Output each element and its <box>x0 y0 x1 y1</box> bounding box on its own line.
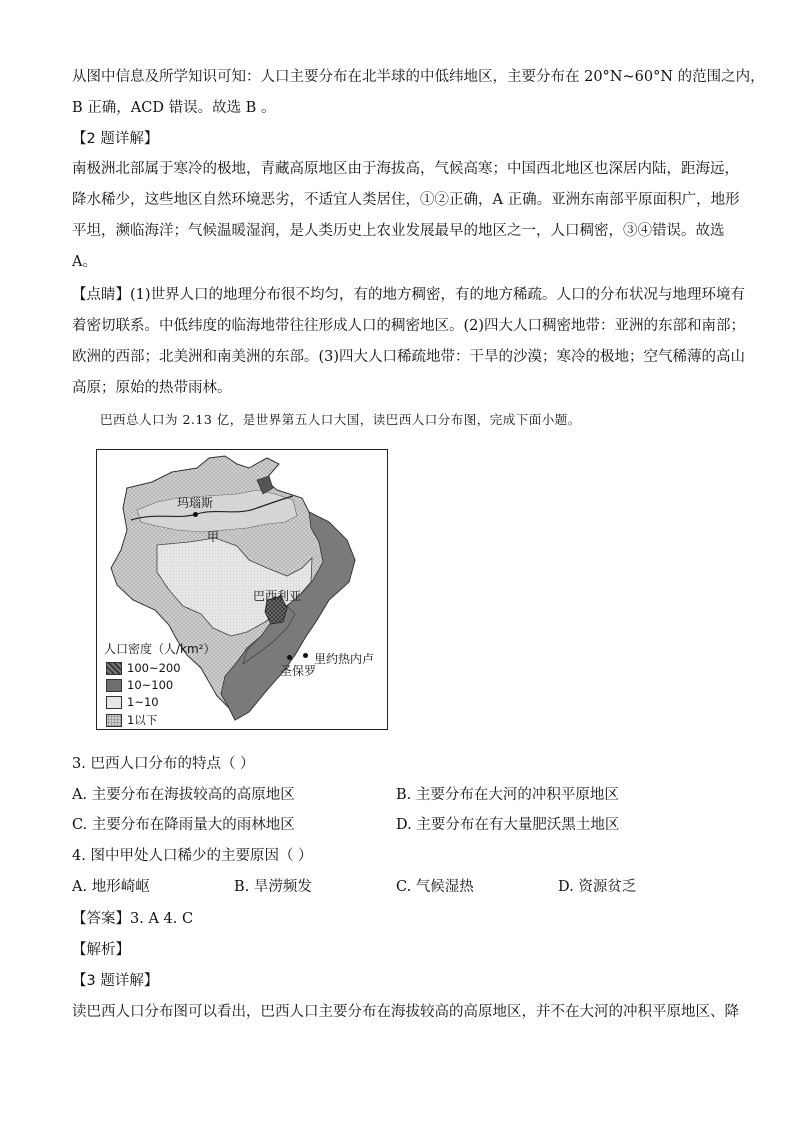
paragraph-line: 着密切联系。中低纬度的临海地带往往形成人口的稠密地区。(2)四大人口稠密地带：亚洲的东部和南部； <box>72 318 746 334</box>
paragraph-line: 高原；原始的热带雨林。 <box>72 380 232 396</box>
label-rio: 里约热内卢 <box>314 652 375 666</box>
section-heading: 【2 题详解】 <box>72 131 159 147</box>
answer-text: 3. A 4. C <box>130 911 194 927</box>
legend-label: 1以下 <box>127 713 158 727</box>
legend-swatch-dense <box>106 662 122 675</box>
paragraph-line: 读巴西人口分布图可以看出，巴西人口主要分布在海拔较高的高原地区，并不在大河的冲积平原地区、降 <box>72 1004 739 1020</box>
analysis-label: 【解析】 <box>72 942 130 958</box>
rio-dot <box>303 653 308 658</box>
q4-option-d: D. 资源贫乏 <box>558 879 637 895</box>
legend-title: 人口密度（人/km²） <box>104 642 216 656</box>
legend-item <box>106 661 181 675</box>
dianjing-label: 【点睛】 <box>72 287 130 303</box>
saopaulo-dot <box>287 655 292 660</box>
question-4-stem: 4. 图中甲处人口稀少的主要原因（ ） <box>72 848 313 864</box>
legend-label: 1~10 <box>127 695 159 709</box>
legend-label: 100~200 <box>127 661 181 675</box>
label-saopaulo: 圣保罗 <box>280 664 317 678</box>
dianjing-text: (1)世界人口的地理分布很不均匀，有的地方稠密，有的地方稀疏。人口的分布状况与地理环境有 <box>130 287 746 303</box>
paragraph-line: 降水稀少，这些地区自然环境恶劣，不适宜人类居住，①②正确，A 正确。亚洲东南部平原面积广，地形 <box>72 192 740 208</box>
answer-label: 【答案】 <box>72 911 130 927</box>
q3-option-a: A. 主要分布在海拔较高的高原地区 <box>72 787 295 803</box>
q3-option-c: C. 主要分布在降雨量大的雨林地区 <box>72 817 295 833</box>
legend-item <box>106 712 157 728</box>
label-brasilia: 巴西利亚 <box>253 589 302 603</box>
label-jia: 甲 <box>207 530 220 544</box>
q4-option-a: A. 地形崎岖 <box>72 879 150 895</box>
brazil-population-map <box>96 449 388 730</box>
section-heading: 【3 题详解】 <box>72 973 159 989</box>
manaus-dot <box>193 512 198 517</box>
legend-swatch-low <box>106 696 122 709</box>
question-intro: 巴西总人口为 2.13 亿，是世界第五人口大国，读巴西人口分布图，完成下面小题。 <box>100 412 581 427</box>
paragraph-line: A。 <box>72 254 97 270</box>
question-3-stem: 3. 巴西人口分布的特点（ ） <box>72 756 255 772</box>
paragraph-line: 从图中信息及所学知识可知：人口主要分布在北半球的中低纬地区，主要分布在 20°N~60°N 的范围之内， <box>72 69 765 85</box>
q3-option-b: B. 主要分布在大河的冲积平原地区 <box>396 787 619 803</box>
legend-swatch-medium <box>106 679 122 692</box>
q4-option-c: C. 气候湿热 <box>396 879 474 895</box>
legend-label: 10~100 <box>127 678 174 692</box>
paragraph-line: 平坦，濒临海洋；气候温暖湿润，是人类历史上农业发展最早的地区之一，人口稠密，③④错误。故选 <box>72 223 725 239</box>
paragraph-line: B 正确，ACD 错误。故选 B 。 <box>72 100 276 116</box>
legend-item <box>106 695 159 709</box>
q4-option-b: B. 旱涝频发 <box>234 879 312 895</box>
paragraph-line <box>72 285 745 305</box>
paragraph-line: 欧洲的西部；北美洲和南美洲的东部。(3)四大人口稀疏地带：干旱的沙漠；寒冷的极地；空气稀薄的高山 <box>72 349 746 365</box>
paragraph-line: 南极洲北部属于寒冷的极地，青藏高原地区由于海拔高，气候高寒；中国西北地区也深居内陆，距海远， <box>72 161 739 177</box>
label-manaus: 玛瑙斯 <box>177 496 214 510</box>
answer-line <box>72 909 193 929</box>
q3-option-d: D. 主要分布在有大量肥沃黑土地区 <box>396 817 620 833</box>
legend-swatch-sparse <box>106 714 122 727</box>
legend-item <box>106 678 173 692</box>
